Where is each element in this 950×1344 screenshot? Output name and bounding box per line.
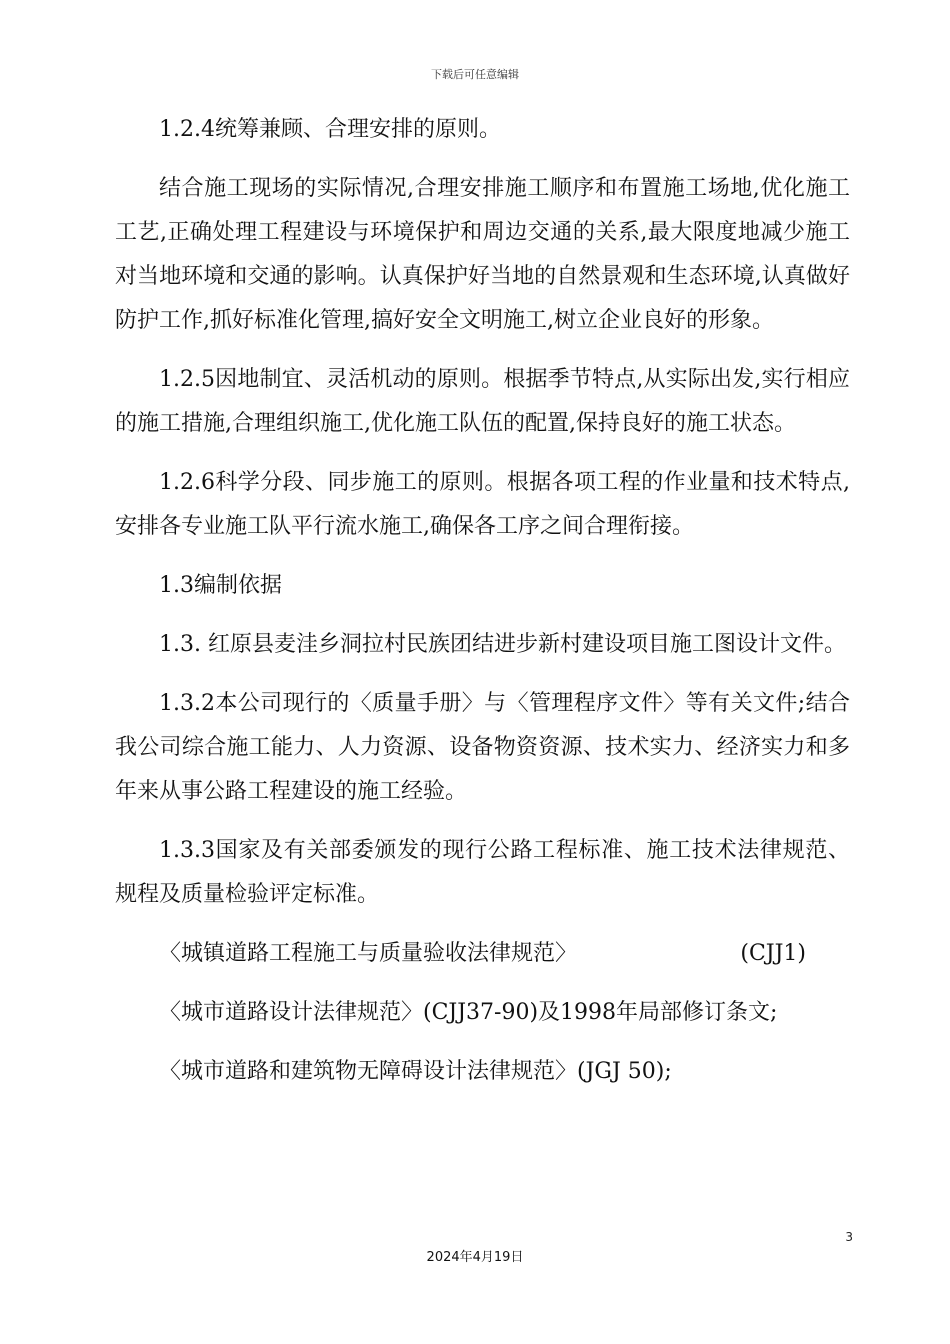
standard-item-2: 〈城市道路设计法律规范〉(CJJ37-90)及1998年局部修订条文; — [159, 1000, 778, 1025]
standard-item-1-code: (CJJ1) — [740, 941, 806, 966]
paragraph-1-3-3: 1.3.3国家及有关部委颁发的现行公路工程标准、施工技术法律规范、规程及质量检验评定标准。 — [115, 838, 850, 907]
paragraph-1-3-2: 1.3.2本公司现行的〈质量手册〉与〈管理程序文件〉等有关文件;结合我公司综合施工能力、人力资源、设备物资资源、技术实力、经济实力和多年来从事公路工程建设的施工经验。 — [115, 691, 850, 804]
footer-date: 2024年4月19日 — [426, 1250, 524, 1265]
paragraph-1-2-6: 1.2.6科学分段、同步施工的原则。根据各项工程的作业量和技术特点,安排各专业施工队平行流水施工,确保各工序之间合理衔接。 — [115, 470, 850, 539]
standard-item-1-title: 〈城镇道路工程施工与质量验收法律规范〉 — [159, 941, 578, 966]
page-number: 3 — [845, 1230, 853, 1244]
standard-item-3: 〈城市道路和建筑物无障碍设计法律规范〉(JGJ 50); — [159, 1059, 672, 1084]
paragraph-1-2-4: 1.2.4统筹兼顾、合理安排的原则。 — [159, 117, 501, 142]
paragraph-site-arrangement: 结合施工现场的实际情况,合理安排施工顺序和布置施工场地,优化施工工艺,正确处理工程建设与环境保护和周边交通的关系,最大限度地减少施工对当地环境和交通的影响。认真保护好当地的自然景观和生态环境,认真做好防护工作,抓好标准化管理,搞好安全文明施工,树立企业良好的形象。 — [115, 176, 850, 333]
document-body — [115, 108, 850, 1109]
paragraph-1-3-1: 1.3. 红原县麦洼乡洞拉村民族团结进步新村建设项目施工图设计文件。 — [159, 632, 846, 657]
standard-item-1 — [115, 932, 850, 976]
page-header-note: 下载后可任意编辑 — [431, 68, 519, 81]
paragraph-1-2-5: 1.2.5因地制宜、灵活机动的原则。根据季节特点,从实际出发,实行相应的施工措施,合理组织施工,优化施工队伍的配置,保持良好的施工状态。 — [115, 367, 850, 436]
section-heading-1-3: 1.3编制依据 — [159, 573, 282, 598]
